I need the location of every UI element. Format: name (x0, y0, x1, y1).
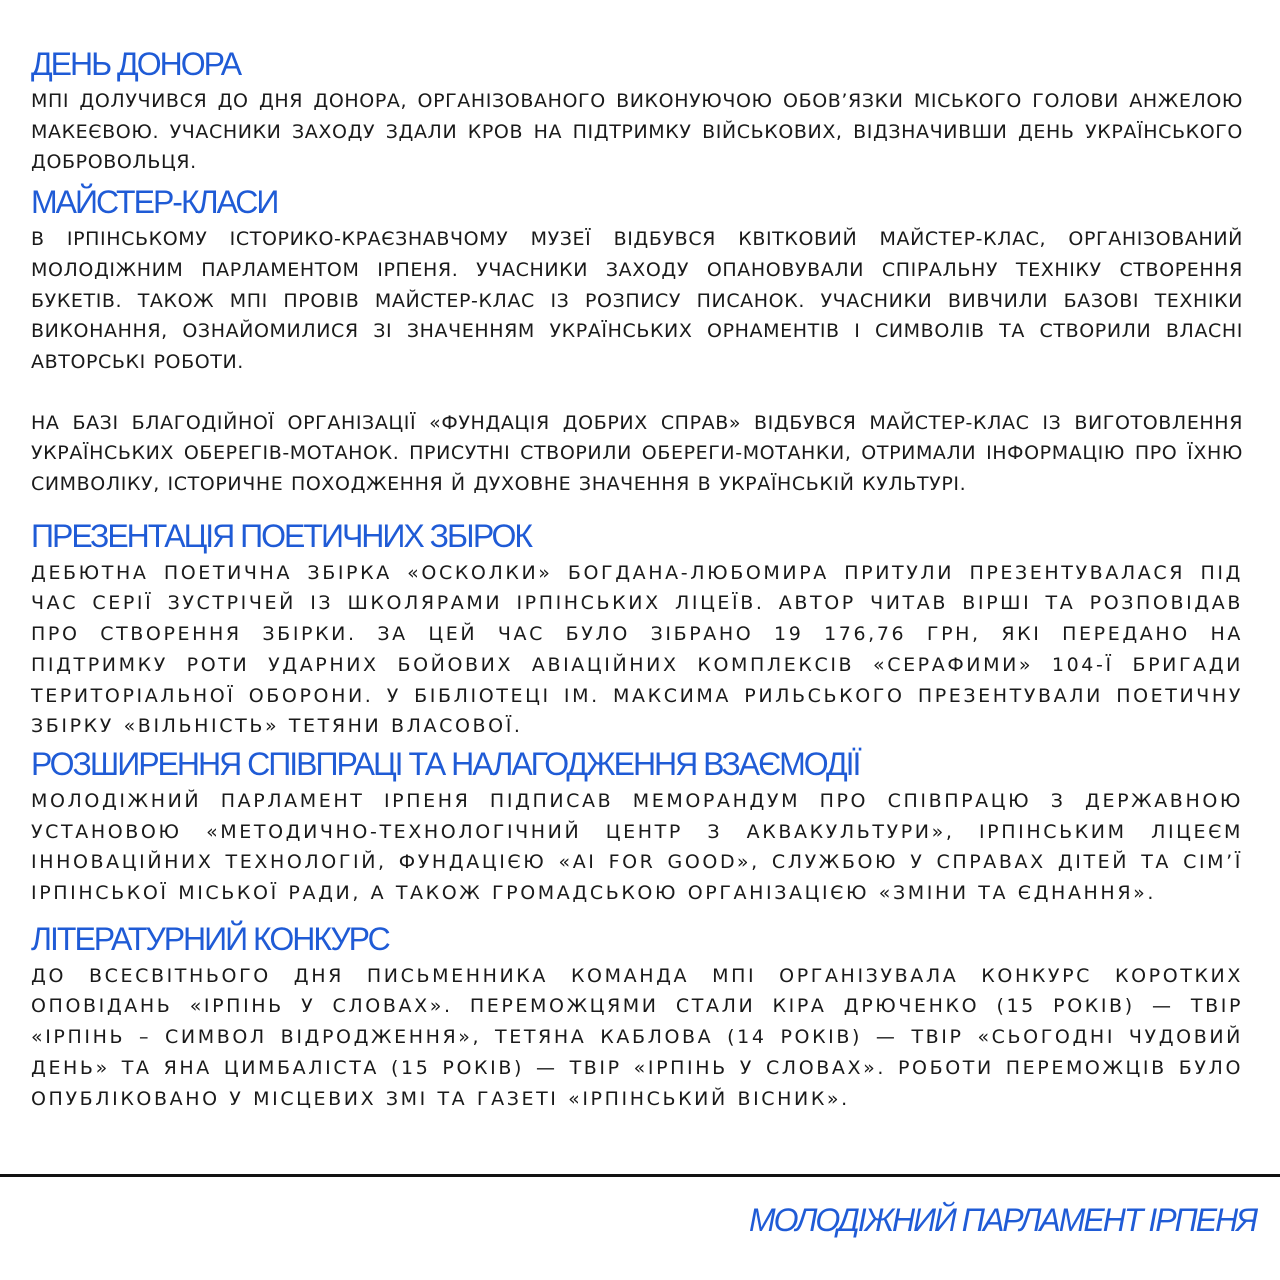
section-paragraph: МПІ ДОЛУЧИВСЯ ДО ДНЯ ДОНОРА, ОРГАНІЗОВАНОГО ВИКОНУЮЧОЮ ОБОВ’ЯЗКИ МІСЬКОГО ГОЛОВИ АНЖЕЛОЮ МАКЕЄВОЮ. УЧАСНИКИ ЗАХОДУ ЗДАЛИ КРОВ НА ПІДТРИМКУ ВІЙСЬКОВИХ, ВІДЗНАЧИВШИ ДЕНЬ УКРАЇНСЬКОГО ДОБРОВОЛЬЦЯ. (31, 90, 1243, 174)
section-paragraph: МОЛОДІЖНИЙ ПАРЛАМЕНТ ІРПЕНЯ ПІДПИСАВ МЕМОРАНДУМ ПРО СПІВПРАЦЮ З ДЕРЖАВНОЮ УСТАНОВОЮ «МЕТОДИЧНО-ТЕХНОЛОГІЧНИЙ ЦЕНТР З АКВАКУЛЬТУРИ», ІРПІНСЬКИМ ЛІЦЕЄМ ІННОВАЦІЙНИХ ТЕХНОЛОГІЙ, ФУНДАЦІЄЮ «AI FOR GOOD», СЛУЖБОЮ У СПРАВАХ ДІТЕЙ ТА СІМ’Ї ІРПІНСЬКОЇ МІСЬКОЇ РАДИ, А ТАКОЖ ГРОМАДСЬКОЮ ОРГАНІЗАЦІЄЮ «ЗМІНИ ТА ЄДНАННЯ». (31, 789, 1243, 905)
section-title: ПРЕЗЕНТАЦІЯ ПОЕТИЧНИХ ЗБІРОК (31, 517, 531, 554)
section-paragraph: В ІРПІНСЬКОМУ ІСТОРИКО-КРАЄЗНАВЧОМУ МУЗЕЇ ВІДБУВСЯ КВІТКОВИЙ МАЙСТЕР-КЛАС, ОРГАНІЗОВАНИЙ МОЛОДІЖНИМ ПАРЛАМЕНТОМ ІРПЕНЯ. УЧАСНИКИ ЗАХОДУ ОПАНОВУВАЛИ СПІРАЛЬНУ ТЕХНІКУ СТВОРЕННЯ БУКЕТІВ. ТАКОЖ МПІ ПРОВІВ МАЙСТЕР-КЛАС ІЗ РОЗПИСУ ПИСАНОК. УЧАСНИКИ ВИВЧИЛИ БАЗОВІ ТЕХНІКИ ВИКОНАННЯ, ОЗНАЙОМИЛИСЯ ЗІ ЗНАЧЕННЯМ УКРАЇНСЬКИХ ОРНАМЕНТІВ І СИМВОЛІВ ТА СТВОРИЛИ ВЛАСНІ АВТОРСЬКІ РОБОТИ. (31, 228, 1243, 373)
section-literary-contest (31, 917, 1243, 1115)
section-title: ЛІТЕРАТУРНИЙ КОНКУРС (31, 920, 389, 957)
section-cooperation (31, 742, 1243, 909)
section-paragraph: НА БАЗІ БЛАГОДІЙНОЇ ОРГАНІЗАЦІЇ «ФУНДАЦІЯ ДОБРИХ СПРАВ» ВІДБУВСЯ МАЙСТЕР-КЛАС ІЗ ВИГОТОВЛЕННЯ УКРАЇНСЬКИХ ОБЕРЕГІВ-МОТАНОК. ПРИСУТНІ СТВОРИЛИ ОБЕРЕГИ-МОТАНКИ, ОТРИМАЛИ ІНФОРМАЦІЮ ПРО ЇХНЮ СИМВОЛІКУ, ІСТОРИЧНЕ ПОХОДЖЕННЯ Й ДУХОВНЕ ЗНАЧЕННЯ В УКРАЇНСЬКІЙ КУЛЬТУРІ. (31, 411, 1243, 496)
section-title: РОЗШИРЕННЯ СПІВПРАЦІ ТА НАЛАГОДЖЕННЯ ВЗАЄМОДІЇ (31, 745, 860, 782)
footer-divider (0, 1174, 1280, 1177)
section-master-classes (31, 180, 1243, 500)
section-paragraph: ДЕБЮТНА ПОЕТИЧНА ЗБІРКА «ОСКОЛКИ» БОГДАНА-ЛЮБОМИРА ПРИТУЛИ ПРЕЗЕНТУВАЛАСЯ ПІД ЧАС СЕРІЇ ЗУСТРІЧЕЙ ІЗ ШКОЛЯРАМИ ІРПІНСЬКИХ ЛІЦЕЇВ. АВТОР ЧИТАВ ВІРШІ ТА РОЗПОВІДАВ ПРО СТВОРЕННЯ ЗБІРКИ. ЗА ЦЕЙ ЧАС БУЛО ЗІБРАНО 19 176,76 ГРН, ЯКІ ПЕРЕДАНО НА ПІДТРИМКУ РОТИ УДАРНИХ БОЙОВИХ АВІАЦІЙНИХ КОМПЛЕКСІВ «СЕРАФИМИ» 104-Ї БРИГАДИ ТЕРИТОРІАЛЬНОЇ ОБОРОНИ. У БІБЛІОТЕЦІ ІМ. МАКСИМА РИЛЬСЬКОГО ПРЕЗЕНТУВАЛИ ПОЕТИЧНУ ЗБІРКУ «ВІЛЬНІСТЬ» ТЕТЯНИ ВЛАСОВОЇ. (31, 561, 1243, 738)
section-poetry-presentation (31, 514, 1243, 742)
footer-brand: МОЛОДІЖНИЙ ПАРЛАМЕНТ ІРПЕНЯ (748, 1202, 1256, 1238)
section-paragraph: ДО ВСЕСВІТНЬОГО ДНЯ ПИСЬМЕННИКА КОМАНДА МПІ ОРГАНІЗУВАЛА КОНКУРС КОРОТКИХ ОПОВІДАНЬ «ІРПІНЬ У СЛОВАХ». ПЕРЕМОЖЦЯМИ СТАЛИ КІРА ДРЮЧЕНКО (15 РОКІВ) — ТВІР «ІРПІНЬ – СИМВОЛ ВІДРОДЖЕННЯ», ТЕТЯНА КАБЛОВА (14 РОКІВ) — ТВІР «СЬОГОДНІ ЧУДОВИЙ ДЕНЬ» ТА ЯНА ЦИМБАЛІСТА (15 РОКІВ) — ТВІР «ІРПІНЬ У СЛОВАХ». РОБОТИ ПЕРЕМОЖЦІВ БУЛО ОПУБЛІКОВАНО У МІСЦЕВИХ ЗМІ ТА ГАЗЕТІ «ІРПІНСЬКИЙ ВІСНИК». (31, 964, 1243, 1110)
section-title: МАЙСТЕР-КЛАСИ (31, 184, 278, 221)
report-content (31, 42, 1243, 1114)
section-title: ДЕНЬ ДОНОРА (31, 46, 241, 82)
section-donor-day (31, 42, 1243, 178)
